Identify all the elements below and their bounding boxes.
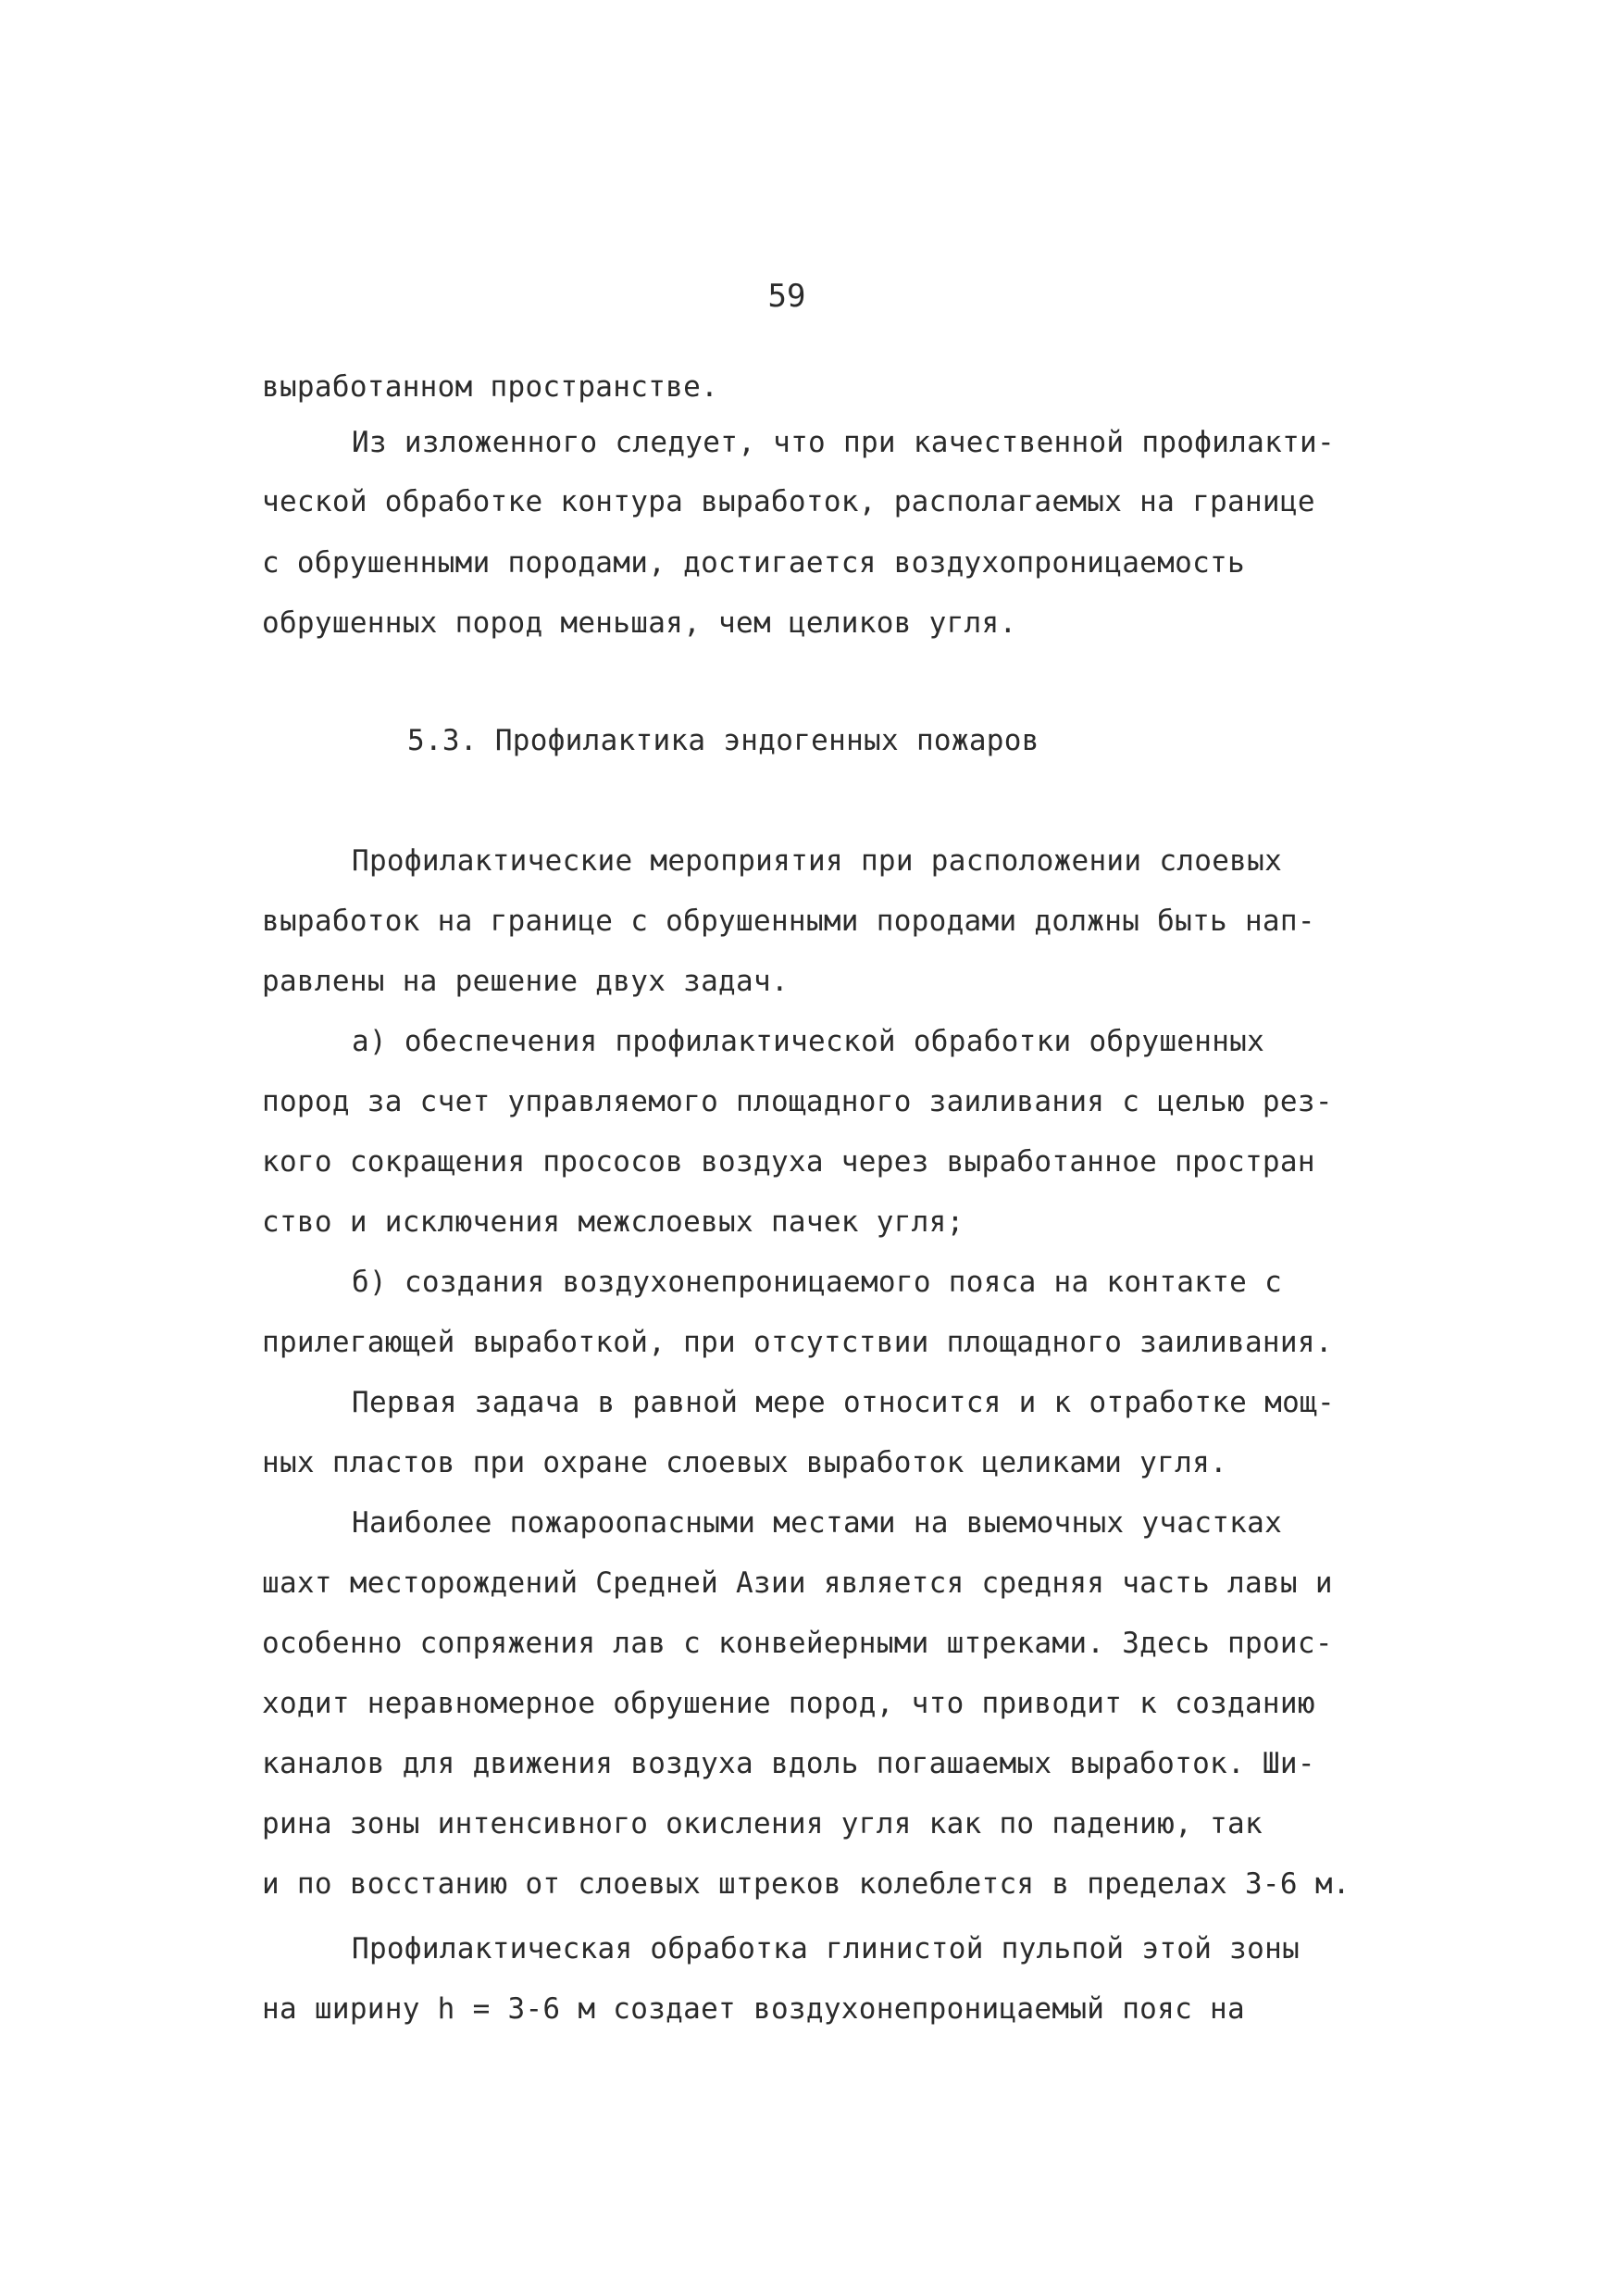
list-item-line: пород за счет управляемого площадного заиливания с целью рез- <box>262 1085 1333 1118</box>
list-item-line: прилегающей выработкой, при отсутствии площадного заиливания. <box>262 1326 1333 1359</box>
paragraph-line: на ширину h = 3-6 м создает воздухонепроницаемый пояс на <box>262 1992 1245 2026</box>
list-item-line: а) обеспечения профилактической обработки обрушенных <box>352 1025 1265 1058</box>
paragraph-line: выработок на границе с обрушенными породами должны быть нап- <box>262 905 1315 938</box>
section-heading: 5.3. Профилактика эндогенных пожаров <box>407 724 1039 757</box>
page-number: 59 <box>767 278 806 315</box>
paragraph-line: рина зоны интенсивного окисления угля как по падению, так <box>262 1807 1263 1841</box>
paragraph-line: шахт месторождений Средней Азии является средняя часть лавы и <box>262 1566 1333 1600</box>
list-item-line: ство и исключения межслоевых пачек угля; <box>262 1205 965 1239</box>
paragraph-line: и по восстанию от слоевых штреков колеблется в пределах 3-6 м. <box>262 1867 1350 1901</box>
paragraph-line: ческой обработке контура выработок, располагаемых на границе <box>262 485 1315 518</box>
paragraph-line: с обрушенными породами, достигается воздухопроницаемость <box>262 546 1245 580</box>
paragraph-line: особенно сопряжения лав с конвейерными штреками. Здесь проис- <box>262 1627 1333 1660</box>
paragraph-line: Наиболее пожароопасными местами на выемочных участках <box>352 1506 1283 1540</box>
paragraph-line: выработанном пространстве. <box>262 370 719 404</box>
paragraph-line: равлены на решение двух задач. <box>262 965 789 998</box>
paragraph-line: Профилактические мероприятия при расположении слоевых <box>352 844 1283 878</box>
paragraph-line: ходит неравномерное обрушение пород, что приводит к созданию <box>262 1687 1315 1720</box>
paragraph-line: ных пластов при охране слоевых выработок целиками угля. <box>262 1446 1227 1479</box>
paragraph-line: Из изложенного следует, что при качественной профилакти- <box>352 426 1335 459</box>
list-item-line: кого сокращения прососов воздуха через выработанное простран <box>262 1145 1315 1179</box>
list-item-line: б) создания воздухонепроницаемого пояса на контакте с <box>352 1266 1283 1299</box>
paragraph-line: Первая задача в равной мере относится и к отработке мощ- <box>352 1386 1335 1419</box>
paragraph-line: Профилактическая обработка глинистой пульпой этой зоны <box>352 1932 1301 1965</box>
paragraph-line: обрушенных пород меньшая, чем целиков угля. <box>262 606 1017 640</box>
paragraph-line: каналов для движения воздуха вдоль погашаемых выработок. Ши- <box>262 1747 1315 1780</box>
